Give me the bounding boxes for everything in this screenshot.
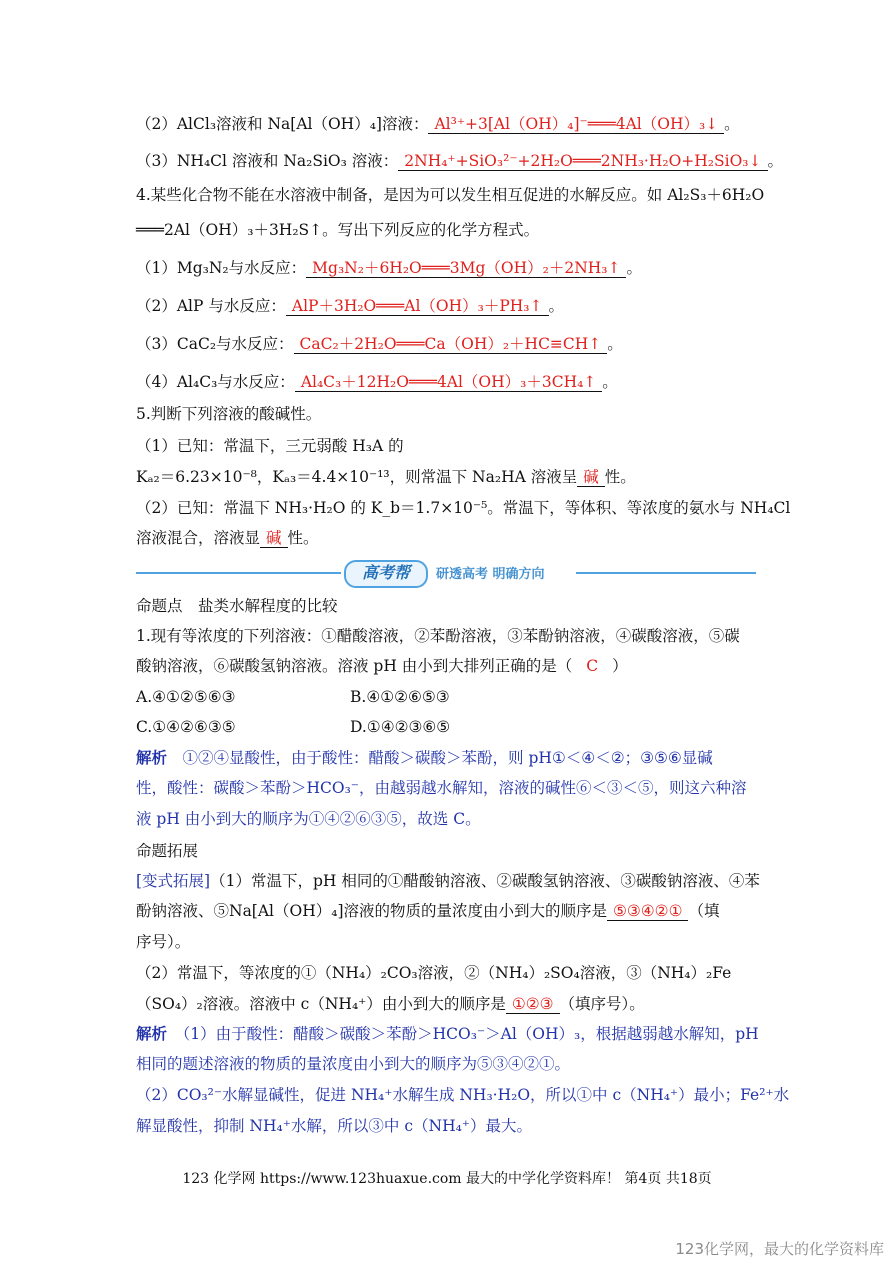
sec5-p1a: （1）已知：常温下，三元弱酸 H₃A 的	[136, 437, 404, 455]
banner-rule-right	[576, 572, 756, 574]
option-c: C.①④②⑥③⑤	[136, 718, 236, 736]
watermark: 123化学网，最大的化学资料库	[675, 1240, 884, 1258]
banner-rule-left	[136, 572, 341, 574]
analysis1-l1: 解析 ①②④显酸性，由于酸性：醋酸＞碳酸＞苯酚，则 pH①＜④＜②；③⑤⑥显碱	[136, 748, 713, 767]
r3-line: （3）CaC₂与水反应： CaC₂＋2H₂O═══Ca（OH）₂＋HC≡CH↑ 。	[136, 335, 623, 353]
r4-line: （4）Al₄C₃与水反应： Al₄C₃＋12H₂O═══4Al（OH）₃＋3CH₄↑ 。	[136, 373, 618, 391]
topic-q1b: 酸钠溶液，⑥碳酸氢钠溶液。溶液 pH 由小到大排列正确的是（ C ）	[136, 657, 628, 675]
r2-line: （2）AlP 与水反应： AlP＋3H₂O═══Al（OH）₃＋PH₃↑ 。	[136, 297, 565, 315]
sec4-line1: 4.某些化合物不能在水溶液中制备，是因为可以发生相互促进的水解反应。如 Al₂S₃＋6H₂O	[136, 186, 765, 204]
page-footer: 123 化学网 https://www.123huaxue.com 最大的中学化学资料库！ 第4页 共18页	[182, 1171, 712, 1187]
option-a: A.④①②⑤⑥③	[136, 688, 236, 706]
sec5-p2b: 溶液混合，溶液显 碱 性。	[136, 529, 319, 547]
q2-line: （2）AlCl₃溶液和 Na[Al（OH）₄]溶液： Al³⁺+3[Al（OH）₄]⁻═══4Al（OH）₃↓ 。	[136, 115, 740, 133]
q3-line: （3）NH₄Cl 溶液和 Na₂SiO₃ 溶液： 2NH₄⁺+SiO₃²⁻+2H₂O═══2NH₃·H₂O+H₂SiO₃↓ 。	[136, 152, 784, 170]
r2-answer: AlP＋3H₂O═══Al（OH）₃＋PH₃↑	[286, 297, 549, 316]
r3-answer: CaC₂＋2H₂O═══Ca（OH）₂＋HC≡CH↑	[294, 335, 608, 354]
q2-answer: Al³⁺+3[Al（OH）₄]⁻═══4Al（OH）₃↓	[428, 115, 724, 134]
sec5-p1-answer: 碱	[577, 468, 605, 487]
q3-answer: 2NH₄⁺+SiO₃²⁻+2H₂O═══2NH₃·H₂O+H₂SiO₃↓	[398, 152, 767, 171]
topic-title: 命题点 盐类水解程度的比较	[136, 597, 338, 615]
sec5-p2a: （2）已知：常温下 NH₃·H₂O 的 K_b＝1.7×10⁻⁵。常温下，等体积、等浓度的氨水与 NH₄Cl	[136, 499, 791, 517]
ext-l5: （SO₄）₂溶液。溶液中 c（NH₄⁺）由小到大的顺序是 ①②③ （填序号）。	[136, 995, 645, 1013]
analysis2-l2: 相同的题述溶液的物质的量浓度由小到大的顺序为⑤③④②①。	[136, 1055, 571, 1073]
topic-q1a: 1.现有等浓度的下列溶液：①醋酸溶液，②苯酚溶液，③苯酚钠溶液，④碳酸溶液，⑤碳	[136, 627, 740, 645]
analysis2-l3: （2）CO₃²⁻水解显碱性，促进 NH₄⁺水解生成 NH₃·H₂O，所以①中 c（NH₄⁺）最小；Fe²⁺水	[136, 1086, 790, 1104]
banner-slogan: 研透高考 明确方向	[436, 567, 545, 582]
ext-l3: 序号）。	[136, 933, 191, 951]
r4-answer: Al₄C₃＋12H₂O═══4Al（OH）₃＋3CH₄↑	[295, 373, 602, 392]
sec5-title: 5.判断下列溶液的酸碱性。	[136, 405, 322, 423]
ext-l1: [变式拓展]（1）常温下，pH 相同的①醋酸钠溶液、②碳酸氢钠溶液、③碳酸钠溶液、④苯	[136, 872, 760, 890]
sec4-line2: ═══2Al（OH）₃＋3H₂S↑。写出下列反应的化学方程式。	[136, 221, 540, 239]
ext-answer1: ⑤③④②①	[607, 902, 688, 921]
analysis2-l1: 解析 （1）由于酸性：醋酸＞碳酸＞苯酚＞HCO₃⁻＞Al（OH）₃，根据越弱越水解知，pH	[136, 1024, 759, 1043]
analysis1-l2: 性，酸性：碳酸＞苯酚＞HCO₃⁻，由越弱越水解知，溶液的碱性⑥＜③＜⑤，则这六种溶	[136, 779, 747, 797]
ext-answer2: ①②③	[506, 995, 560, 1014]
banner-badge: 高考帮	[344, 560, 428, 588]
option-d: D.①④②③⑥⑤	[350, 718, 451, 736]
sec5-p1b: Kₐ₂＝6.23×10⁻⁸，Kₐ₃＝4.4×10⁻¹³，则常温下 Na₂HA 溶液呈 碱 性。	[136, 468, 636, 486]
topic-q1-answer: C	[586, 657, 599, 675]
r1-line: （1）Mg₃N₂与水反应： Mg₃N₂＋6H₂O═══3Mg（OH）₂＋2NH₃↑ 。	[136, 259, 642, 277]
r1-answer: Mg₃N₂＋6H₂O═══3Mg（OH）₂＋2NH₃↑	[306, 259, 626, 278]
gaokao-banner	[136, 560, 756, 586]
ext-title: 命题拓展	[136, 842, 199, 860]
option-b: B.④①②⑥⑤③	[350, 688, 450, 706]
sec5-p2-answer: 碱	[260, 529, 288, 548]
ext-tag: [变式拓展]	[136, 872, 211, 890]
analysis1-l3: 液 pH 由小到大的顺序为①④②⑥③⑤，故选 C。	[136, 810, 481, 828]
ext-l4: （2）常温下，等浓度的①（NH₄）₂CO₃溶液，②（NH₄）₂SO₄溶液，③（NH₄）₂Fe	[136, 964, 732, 982]
analysis2-l4: 解显酸性，抑制 NH₄⁺水解，所以③中 c（NH₄⁺）最大。	[136, 1117, 532, 1135]
ext-l2: 酚钠溶液、⑤Na[Al（OH）₄]溶液的物质的量浓度由小到大的顺序是 ⑤③④②① （填	[136, 902, 720, 920]
